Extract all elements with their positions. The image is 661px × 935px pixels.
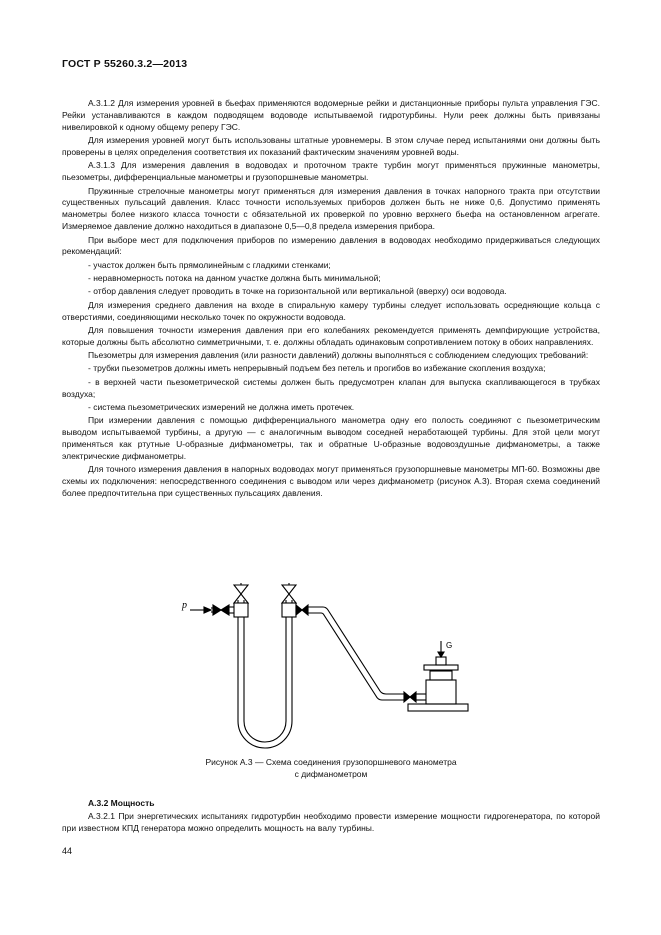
main-text <box>62 98 600 501</box>
list-item: - участок должен быть прямолинейным с гладкими стенками; <box>88 259 331 270</box>
right-tee <box>282 603 296 617</box>
u-tube-bottom-outer <box>238 721 292 748</box>
caption-line-2: с дифманометром <box>294 768 368 779</box>
section-a32 <box>62 798 600 836</box>
tester-weight-disk <box>424 665 458 670</box>
left-tee <box>234 603 248 617</box>
load-label: G <box>446 641 453 650</box>
caption-line-1: Рисунок А.3 — Схема соединения грузопоршневого манометра <box>205 757 457 767</box>
list-item: - отбор давления следует проводить в точке на горизонтальной или вертикальной (вверху) оси водовода. <box>88 286 507 297</box>
u-tube-bottom-inner <box>244 721 286 742</box>
tester-weight-holder <box>430 671 452 680</box>
paragraph-dampers: Для повышения точности измерения давления при его колебаниях рекомендуется применять демпфирующие устройства, которые должны быть абсолютно симметричными, т. е. должны обладать одинаковым сопротивлением потоку в обоих направлениях. <box>62 324 600 347</box>
connecting-pipe-upper <box>308 607 404 694</box>
paragraph-differential: При измерении давления с помощью дифференциального манометра одну его полость соединяют с пьезометрическим выводом испытываемой турбины, а другую — с аналогичным выводом соседней неработающей турбины. Для этой цели могут применяться как ртутные U-образные дифманометры, так и обратные U-образные водовоздушные дифманометры, а также электрические дифманометры. <box>62 415 600 461</box>
paragraph-level-gauges: Для измерения уровней могут быть использованы штатные уровнемеры. В этом случае перед испытаниями они должны быть проверены в целях определения соответствия их показаний фактическим значениям уровней воды. <box>62 135 600 158</box>
figure-caption <box>62 757 600 780</box>
tester-valve-left <box>404 692 410 702</box>
list-item: - система пьезометрических измерений не должна иметь протечек. <box>88 401 355 412</box>
left-top-valve-lower <box>234 594 248 603</box>
section-title: А.3.2 Мощность <box>88 798 155 808</box>
paragraph-a313: А.3.1.3 Для измерения давления в водоводах и проточном тракте турбин могут применяться пружинные манометры, пьезометры, дифференциальные манометры и грузопоршневые манометры. <box>62 160 600 183</box>
list-item: - неравномерность потока на данном участке должна быть минимальной; <box>88 273 381 284</box>
inlet-valve-right <box>221 605 229 615</box>
inlet-valve-left <box>213 605 221 615</box>
tester-piston <box>436 657 446 665</box>
list-item: - в верхней части пьезометрической системы должен быть предусмотрен клапан для выпуска скапливающегося в трубках воздуха; <box>62 376 600 399</box>
standard-header: ГОСТ Р 55260.3.2—2013 <box>62 58 188 70</box>
tester-base-plate <box>408 704 468 711</box>
paragraph-averaging-rings: Для измерения среднего давления на входе в спиральную камеру турбины следует использовать осредняющие кольца с отверстиями, соединяющими несколько точек по окружности водовода. <box>62 299 600 322</box>
connecting-pipe-lower <box>308 613 404 700</box>
figure-a3-diagram <box>168 583 498 753</box>
paragraph-a312: А.3.1.2 Для измерения уровней в бьефах применяются водомерные рейки и дистанционные приборы пульта управления ГЭС. Рейки устанавливаются в каждом подводящем водоводе испытываемой гидротурбины. Нули реек должны быть привязаны нивелировкой к одному общему реперу ГЭС. <box>62 98 600 132</box>
page-number: 44 <box>62 846 73 856</box>
outlet-valve-left <box>296 605 302 615</box>
outlet-valve-right <box>302 605 308 615</box>
load-arrow-head <box>438 652 444 657</box>
paragraph-spring-gauges: Пружинные стрелочные манометры могут применяться для измерения давления в точках напорного тракта при отсутствии существенных пульсаций давления. Класс точности используемых приборов должен быть не ниже 0,6. Допустимо применять манометры более низкого класса точности с обязательной их проверкой по уровню верхнего бьефа на остановленном агрегате. Измеряемое давление должно находиться в диапазоне 0,5—0,8 предела измерения прибора. <box>62 185 600 232</box>
right-top-valve <box>282 585 296 594</box>
pressure-label: p <box>182 600 187 611</box>
paragraph-mp60: Для точного измерения давления в напорных водоводах могут применяться грузопоршневые манометры МП-60. Возможны две схемы их подключения: непосредственного соединения с выводом или через дифманометр (рисунок А.3). Вторая схема соединений более предпочтительна при существенных пульсациях давления. <box>62 464 600 498</box>
tester-valve-right <box>410 692 416 702</box>
arrow-head <box>204 607 211 613</box>
paragraph-a321: А.3.2.1 При энергетических испытаниях гидротурбин необходимо провести измерение мощности гидрогенератора, по которой при известном КПД генератора можно определить мощность на валу турбины. <box>62 810 600 833</box>
list-item: - трубки пьезометров должны иметь непрерывный подъем без петель и прогибов во избежание скопления воздуха; <box>88 363 546 374</box>
tester-cylinder <box>426 680 456 704</box>
left-top-valve <box>234 585 248 594</box>
paragraph-piezometers-intro: Пьезометры для измерения давления (или разности давлений) должны выполняться с соблюдением следующих требований: <box>88 350 589 361</box>
paragraph-recommendations-intro: При выборе мест для подключения приборов по измерению давления в водоводах необходимо придерживаться следующих рекомендаций: <box>62 234 600 257</box>
